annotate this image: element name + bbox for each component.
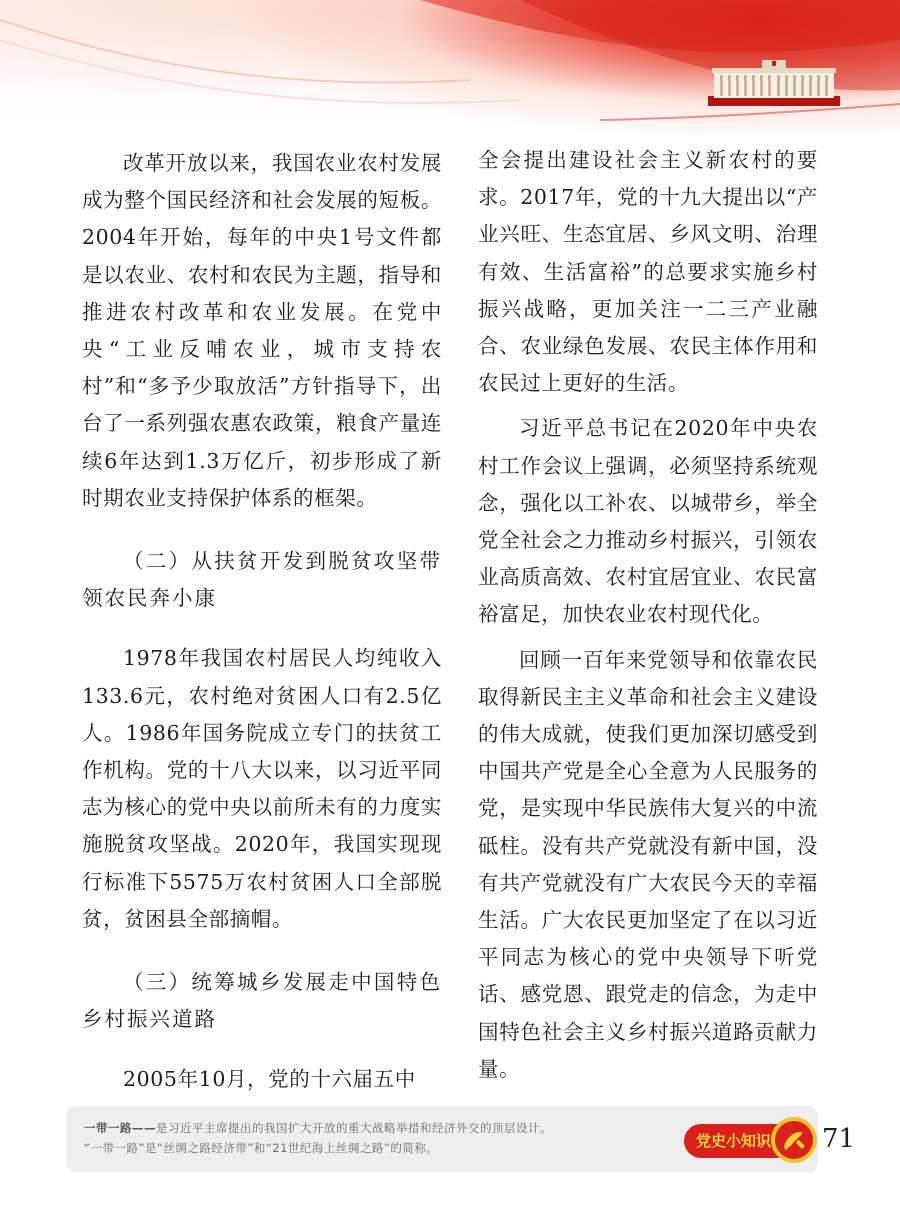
great-hall-building-icon	[708, 58, 840, 106]
left-column	[82, 145, 442, 1099]
footer-note	[84, 1118, 684, 1158]
section-heading-rural-revitalization: （三）统筹城乡发展走中国特色乡村振兴道路	[82, 970, 442, 1032]
paragraph-2005-plenary: 2005年10月，党的十六届五中	[123, 1067, 416, 1092]
section-heading-poverty-alleviation: （二）从扶贫开发到脱贫攻坚带领农民奔小康	[82, 549, 442, 611]
party-emblem-icon	[770, 1116, 818, 1164]
footer-note-line2: “一带一路”是“丝绸之路经济带”和“21世纪海上丝绸之路”的简称。	[84, 1141, 439, 1155]
paragraph-poverty-alleviation: 1978年我国农村居民人均纯收入133.6元，农村绝对贫困人口有2.5亿人。1986年国务院成立专门的扶贫工作机构。党的十八大以来，以习近平同志为核心的党中央以前所未有的力度实施脱贫攻坚战。2020年，我国实现现行标准下5575万农村贫困人口全部脱贫，贫困县全部摘帽。	[82, 646, 442, 931]
footer-definition: 是习近平主席提出的我国扩大开放的重大战略举措和经济外交的顶层设计。	[156, 1121, 552, 1135]
footer-term: 一带一路——	[84, 1121, 156, 1135]
paragraph-reform-opening: 改革开放以来，我国农业农村发展成为整个国民经济和社会发展的短板。2004年开始，每年的中央1号文件都是以农业、农村和农民为主题，指导和推进农村改革和农业发展。在党中央“工业反哺农业，城市支持农村”和“多予少取放活”方针指导下，出台了一系列强农惠农政策，粮食产量连续6年达到1.3万亿斤，初步形成了新时期农业支持保护体系的框架。	[82, 151, 442, 510]
page-number: 71	[822, 1124, 856, 1154]
paragraph-2020-rural-work-conference: 习近平总书记在2020年中央农村工作会议上强调，必须坚持系统观念，强化以工补农、以城带乡，举全党全社会之力推动乡村振兴，引领农业高质高效、农村宜居宜业、农民富裕富足，加快农业农村现代化。	[478, 416, 818, 627]
footer-note-line1	[84, 1118, 684, 1138]
party-history-tips-badge: 党史小知识	[684, 1124, 808, 1158]
paragraph-century-review: 回顾一百年来党领导和依靠农民取得新民主主义革命和社会主义建设的伟大成就，使我们更加深切感受到中国共产党是全心全意为人民服务的党，是实现中华民族伟大复兴的中流砥柱。没有共产党就没有新中国，没有共产党就没有广大农民今天的幸福生活。广大农民更加坚定了在以习近平同志为核心的党中央领导下听党话、感党恩、跟党走的信念，为走中国特色社会主义乡村振兴道路贡献力量。	[478, 647, 818, 1081]
right-column	[478, 142, 818, 1088]
paragraph-new-countryside: 全会提出建设社会主义新农村的要求。2017年，党的十九大提出以“产业兴旺、生态宜居、乡风文明、治理有效、生活富裕”的总要求实施乡村振兴战略，更加关注一二三产业融合、农业绿色发展、农民主体作用和农民过上更好的生活。	[478, 148, 818, 396]
